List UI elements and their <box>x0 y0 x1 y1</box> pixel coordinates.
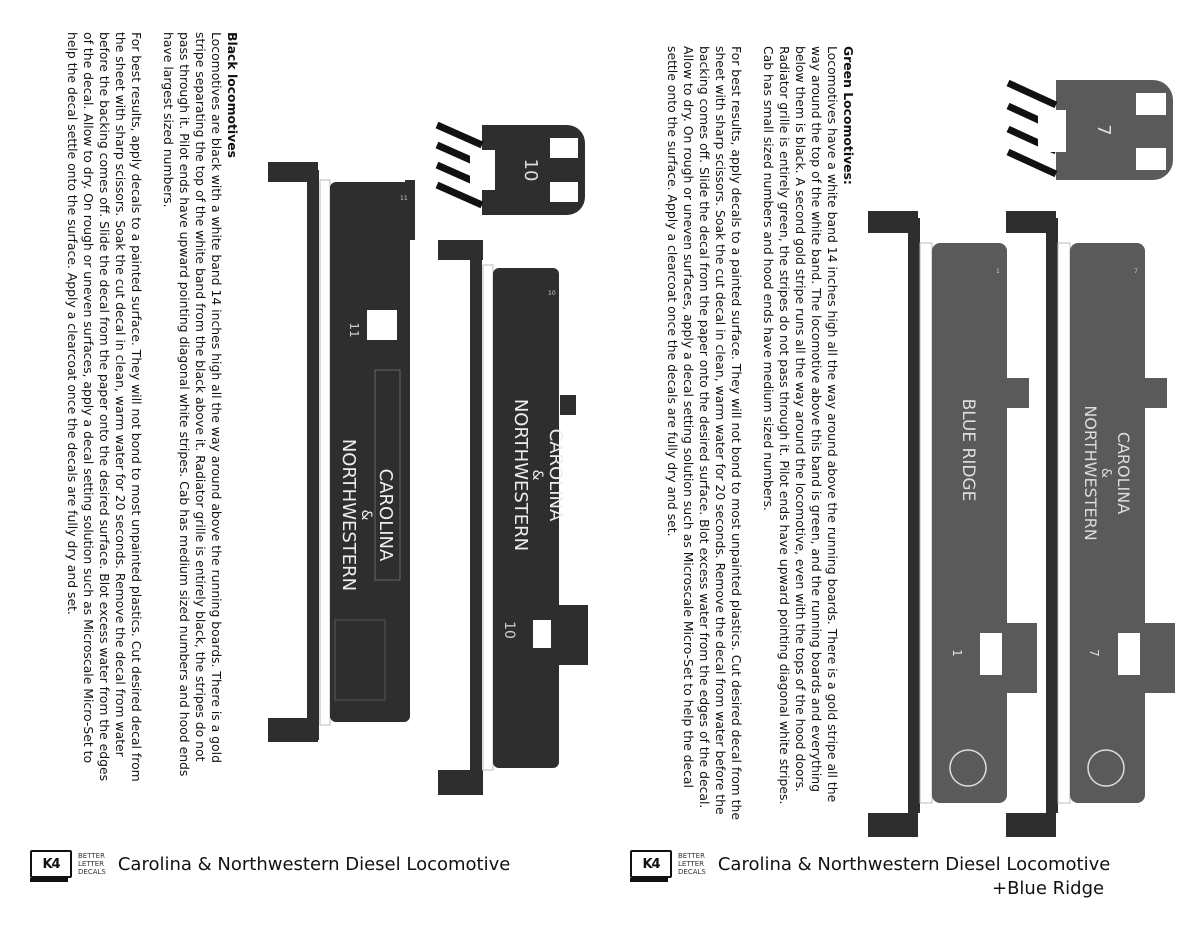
text-block-black <box>64 32 240 792</box>
cab-number-a: 11 <box>347 322 361 338</box>
footer-title: Carolina & Northwestern Diesel Locomotive <box>117 853 511 875</box>
instructions-text: For best results, apply decals to a painted surface. They will not bond to most unpainted plastics. Cut desired decal from the sheet with sharp scissors. Soak the cut decal in clean, warm water for 20 seconds. Remove the decal from water before the backing comes off. Slide the decal from the paper onto the desired surface. Blot excess water from the edges of the decal. Allow to dry. On rough or uneven surfaces, apply a decal setting solution such as Microscale Micro-Set to help the decal settle onto the surface. Apply a clearcoat once the decals are fully dry and set. <box>665 46 744 821</box>
brand-logo <box>630 850 706 878</box>
road-name-b-3: NORTHWESTERN <box>510 398 531 552</box>
cab-number-b: 7 <box>1087 649 1101 657</box>
road-name-b-2: & <box>529 469 545 481</box>
locomotive-drawings-black <box>265 120 595 800</box>
footer-title: Carolina & Northwestern Diesel Locomotive <box>717 853 1111 875</box>
brand-logo <box>30 850 106 878</box>
description-text: Locomotives have a white band 14 inches high all the way around above the running boards. There is a gold stripe all the way around the top of the white band. The locomotive above this band is green, and the running boards and everything below them is black. A second gold stripe runs all the way around the locomotive, even with the tops of the hood doors. Radiator grille is entirely green, the stripes do not pass through it. Pilot ends have upward pointing diagonal white stripes. Cab has small sized numbers and hood ends have medium sized numbers. <box>761 46 840 805</box>
k4-logo-mark: K4 <box>630 850 672 878</box>
loco-a-side-view <box>868 211 1037 837</box>
road-name-a-1: CAROLINA <box>375 468 396 562</box>
road-name-a: BLUE RIDGE <box>958 398 978 502</box>
brand-tagline: BETTER LETTER DECALS <box>678 852 706 876</box>
road-name-b-1: CAROLINA <box>1114 431 1133 515</box>
instructions-text: For best results, apply decals to a painted surface. They will not bond to most unpainted plastics. Cut desired decal from the sheet with sharp scissors. Soak the cut decal in clean, warm water for 20 seconds. Remove the decal from water before the backing comes off. Slide the decal from the paper onto the desired surface. Blot excess water from the edges of the decal. Allow to dry. On rough or uneven surfaces, apply a decal setting solution such as Microscale Micro-Set to help the decal settle onto the surface. Apply a clearcoat once the decals are fully dry and set. <box>65 32 144 782</box>
footer <box>30 850 510 878</box>
front-number: 7 <box>1093 124 1114 136</box>
road-name-a-2: & <box>358 509 374 521</box>
tag-number-a: 1 <box>996 268 1000 275</box>
road-name-b-3: NORTHWESTERN <box>1081 405 1100 541</box>
cab-number-a: 1 <box>950 649 964 657</box>
road-name-b-2: & <box>1098 467 1113 479</box>
loco-front-view <box>1008 80 1173 180</box>
locomotive-drawings-green <box>868 78 1188 838</box>
loco-front-view <box>437 125 585 215</box>
section-heading: Black locomotives <box>225 32 240 159</box>
loco-a-side-view <box>268 162 415 742</box>
k4-logo-mark: K4 <box>30 850 72 878</box>
text-block-green <box>664 46 856 826</box>
description-text: Locomotives are black with a white band 14 inches high all the way around above the running boards. There is a gold stripe separating the top of the white band from the black above it. Radiator grille is entirely black, the stripes do not pass through it. Pilot ends have upward pointing diagonal white stripes. Cab has medium sized numbers and hood ends have largest sized numbers. <box>161 32 224 777</box>
footer <box>630 850 1110 878</box>
loco-b-side-view <box>1006 211 1175 837</box>
road-name-b-1: CAROLINA <box>545 428 566 522</box>
loco-a-window <box>367 310 397 340</box>
brand-tagline: BETTER LETTER DECALS <box>78 852 106 876</box>
road-name-a-3: NORTHWESTERN <box>338 438 359 592</box>
cab-number-b: 10 <box>501 621 517 639</box>
section-heading: Green Locomotives: <box>841 46 856 185</box>
front-number: 10 <box>520 158 541 182</box>
loco-a-body <box>932 243 1007 803</box>
tag-number-b: 10 <box>548 290 556 297</box>
footer-subtitle: +Blue Ridge <box>992 878 1105 899</box>
loco-b-side-view <box>438 240 588 795</box>
decal-sheet-green <box>600 0 1200 927</box>
tag-number-b: 7 <box>1134 268 1138 275</box>
tag-number-a: 11 <box>400 195 408 202</box>
